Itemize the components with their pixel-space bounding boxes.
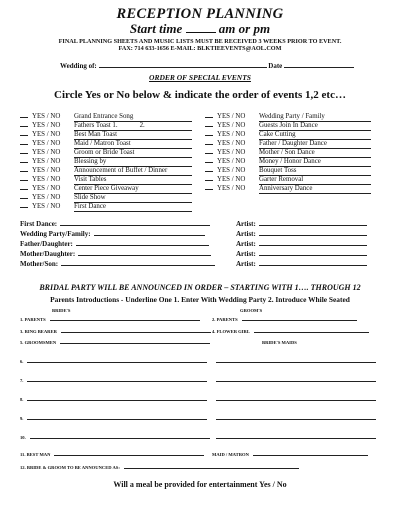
order-number-field[interactable]	[20, 120, 28, 127]
event-row	[205, 111, 371, 120]
dance-label: Mother/Son:	[20, 258, 215, 268]
order-number-field[interactable]	[205, 174, 213, 181]
party-entry-left	[20, 450, 204, 458]
order-number-field[interactable]	[20, 165, 28, 172]
yes-no-option[interactable]: YES / NO	[217, 149, 246, 156]
dance-song-field[interactable]	[78, 248, 211, 256]
event-name: Slide Show	[74, 193, 192, 203]
party-name-field[interactable]	[253, 450, 368, 456]
event-name: Guests Join In Dance	[259, 121, 371, 131]
yes-no-option[interactable]: YES / NO	[32, 149, 61, 156]
artist-label: Artist:	[236, 258, 367, 268]
party-entry-right	[212, 450, 368, 458]
party-entry-left	[20, 463, 299, 471]
party-entry-left	[20, 357, 207, 365]
event-name: Best Man Toast	[74, 130, 192, 140]
party-label: 8.	[20, 397, 24, 402]
party-entry-right	[212, 376, 376, 384]
yes-no-option[interactable]: YES / NO	[217, 158, 246, 165]
party-entry-left	[20, 395, 207, 403]
wedding-of-field[interactable]	[99, 60, 267, 68]
party-label: 7.	[20, 378, 24, 383]
order-number-field[interactable]	[20, 156, 28, 163]
party-name-field[interactable]	[216, 376, 376, 382]
party-entry-right	[212, 357, 376, 365]
yes-no-option[interactable]: YES / NO	[217, 176, 246, 183]
dance-song-field[interactable]	[61, 258, 215, 266]
event-name: Cake Cutting	[259, 130, 371, 140]
party-label: 5. GROOMSMEN	[20, 340, 57, 345]
party-name-field[interactable]	[27, 357, 207, 363]
event-label-second: 2.	[139, 122, 145, 129]
order-number-field[interactable]	[20, 129, 28, 136]
start-time-field[interactable]	[186, 21, 216, 33]
party-entry-left	[20, 376, 207, 384]
event-name: Anniversary Dance	[259, 184, 371, 194]
event-row	[20, 120, 192, 129]
party-entry-left	[20, 327, 211, 335]
yes-no-option[interactable]: YES / NO	[32, 113, 61, 120]
order-number-field[interactable]	[20, 138, 28, 145]
order-number-field[interactable]	[20, 174, 28, 181]
event-row	[205, 165, 371, 174]
contact-note: FAX: 714 633-1656 E-MAIL: BLKTIEEVENTS@AOL.COM	[118, 45, 282, 52]
artist-field[interactable]	[259, 248, 367, 256]
wedding-of-label: Wedding of:	[60, 62, 97, 70]
dance-label: Mother/Daughter:	[20, 248, 211, 258]
yes-no-option[interactable]: YES / NO	[32, 194, 61, 201]
artist-field[interactable]	[259, 258, 367, 266]
party-entry-left	[20, 433, 210, 441]
yes-no-option[interactable]: YES / NO	[32, 176, 61, 183]
event-row	[20, 201, 192, 210]
yes-no-option[interactable]: YES / NO	[32, 140, 61, 147]
party-label: 9.	[20, 416, 24, 421]
party-entry-left	[20, 315, 200, 323]
order-number-field[interactable]	[20, 183, 28, 190]
wedding-of-row	[60, 60, 370, 70]
party-name-field[interactable]	[216, 414, 376, 420]
event-row	[205, 129, 371, 138]
instruction: Circle Yes or No below & indicate the order of events 1,2 etc…	[54, 89, 346, 101]
event-label: Fathers Toast 1.	[74, 122, 118, 129]
yes-no-option[interactable]: YES / NO	[217, 113, 246, 120]
yes-no-option[interactable]: YES / NO	[217, 185, 246, 192]
dance-label: Wedding Party/Family:	[20, 228, 205, 238]
dance-song-field[interactable]	[94, 228, 206, 236]
event-name: Announcement of Buffet / Dinner	[74, 166, 192, 176]
yes-no-option[interactable]: YES / NO	[217, 140, 246, 147]
artist-field[interactable]	[259, 238, 367, 246]
event-row	[20, 156, 192, 165]
event-name: Grand Entrance Song	[74, 112, 192, 122]
event-row	[205, 156, 371, 165]
event-row	[20, 147, 192, 156]
yes-no-option[interactable]: YES / NO	[32, 185, 61, 192]
order-number-field[interactable]	[20, 201, 28, 208]
party-entry-left	[20, 414, 207, 422]
start-time-suffix: am or pm	[218, 21, 271, 36]
event-name: Maid / Matron Toast	[74, 139, 192, 149]
date-field[interactable]	[284, 60, 354, 68]
dance-label: Father/Daughter:	[20, 238, 209, 248]
date-label: Date	[268, 62, 283, 70]
party-name-field[interactable]	[254, 327, 369, 333]
yes-no-option[interactable]: YES / NO	[32, 122, 61, 129]
artist-field[interactable]	[259, 228, 367, 236]
artist-label: Artist:	[236, 238, 367, 248]
order-number-field[interactable]	[20, 111, 28, 118]
event-row	[205, 138, 371, 147]
party-label: 11. BEST MAN	[20, 452, 51, 457]
party-entry-right	[212, 433, 376, 441]
dance-song-field[interactable]	[76, 238, 209, 246]
party-name-field[interactable]	[124, 463, 299, 469]
yes-no-option[interactable]: YES / NO	[32, 167, 61, 174]
event-row	[20, 174, 192, 183]
event-row	[20, 111, 192, 120]
event-row	[20, 138, 192, 147]
party-name-field[interactable]	[27, 414, 207, 420]
party-entry-left	[20, 338, 210, 346]
event-name: Mother / Son Dance	[259, 148, 371, 158]
event-row	[205, 147, 371, 156]
party-name-field[interactable]	[27, 376, 207, 382]
event-name: Garter Removal	[259, 175, 371, 185]
party-name-field[interactable]	[242, 315, 357, 321]
party-name-field[interactable]	[61, 327, 211, 333]
party-name-field[interactable]	[30, 433, 210, 439]
yes-no-option[interactable]: YES / NO	[32, 203, 61, 210]
yes-no-option[interactable]: YES / NO	[32, 158, 61, 165]
event-row	[20, 192, 192, 201]
order-number-field[interactable]	[20, 192, 28, 199]
party-name-field[interactable]	[216, 395, 376, 401]
party-entry-right	[212, 414, 376, 422]
order-heading: ORDER OF SPECIAL EVENTS	[149, 73, 251, 82]
event-row	[20, 183, 192, 192]
events-left-column	[20, 111, 192, 210]
order-number-field[interactable]	[205, 183, 213, 190]
event-name: Visit Tables	[74, 175, 192, 185]
party-entry-right	[212, 315, 357, 323]
party-label: 10.	[20, 435, 26, 440]
party-label: MAID / MATRON	[212, 452, 249, 457]
party-name-field[interactable]	[216, 357, 376, 363]
yes-no-option[interactable]: YES / NO	[32, 131, 61, 138]
party-name-field[interactable]	[54, 450, 204, 456]
dance-song-field[interactable]	[60, 218, 210, 226]
party-entry-right	[262, 338, 301, 346]
artist-label: Artist:	[236, 218, 367, 228]
party-name-field[interactable]	[216, 433, 376, 439]
party-name-field[interactable]	[50, 315, 200, 321]
order-number-field[interactable]	[205, 111, 213, 118]
event-name: Money / Honor Dance	[259, 157, 371, 167]
event-row	[205, 120, 371, 129]
event-name: Father / Daughter Dance	[259, 139, 371, 149]
event-row	[205, 174, 371, 183]
party-label: 1. PARENTS	[20, 317, 46, 322]
event-name: Center Piece Giveaway	[74, 184, 192, 194]
order-number-field[interactable]	[205, 156, 213, 163]
order-number-field[interactable]	[205, 138, 213, 145]
event-row	[20, 165, 192, 174]
party-label: 2. PARENTS	[212, 317, 238, 322]
order-number-field[interactable]	[205, 120, 213, 127]
bridal-heading: BRIDAL PARTY WILL BE ANNOUNCED IN ORDER – STARTING WITH 1…. THROUGH 12	[39, 283, 361, 292]
artist-field[interactable]	[259, 218, 367, 226]
party-name-field[interactable]	[60, 338, 210, 344]
yes-no-option[interactable]: YES / NO	[217, 122, 246, 129]
start-time-row	[0, 21, 400, 37]
order-number-field[interactable]	[20, 147, 28, 154]
order-number-field[interactable]	[205, 147, 213, 154]
party-label: 6.	[20, 359, 24, 364]
event-name: Bouquet Toss	[259, 166, 371, 176]
meal-question: Will a meal be provided for entertainment Yes / No	[113, 480, 287, 489]
event-name: First Dance	[74, 202, 192, 212]
party-entry-right	[212, 327, 369, 335]
order-number-field[interactable]	[205, 165, 213, 172]
party-name-field[interactable]	[27, 395, 207, 401]
party-label: 12. BRIDE & GROOM TO BE ANNOUNCED AS:	[20, 465, 120, 470]
events-right-column	[205, 111, 371, 192]
order-number-field[interactable]	[205, 129, 213, 136]
yes-no-option[interactable]: YES / NO	[217, 131, 246, 138]
deadline-note: FINAL PLANNING SHEETS AND MUSIC LISTS MUST BE RECEIVED 3 WEEKS PRIOR TO EVENT.	[58, 38, 342, 45]
party-label: 3. RING BEARER	[20, 329, 57, 334]
event-row	[205, 183, 371, 192]
parents-intro: Parents Introductions - Underline One 1. Enter With Wedding Party 2. Introduce While Seated	[50, 295, 350, 304]
brides-header: BRIDE'S	[52, 308, 71, 313]
event-name: Blessing by	[74, 157, 192, 167]
event-name: Wedding Party / Family	[259, 112, 371, 122]
event-name: Groom or Bride Toast	[74, 148, 192, 158]
start-time-label: Start time	[129, 21, 183, 36]
page-title: RECEPTION PLANNING	[116, 6, 284, 22]
dance-label: First Dance:	[20, 218, 210, 228]
party-label: BRIDE'S MAIDS	[262, 340, 297, 345]
yes-no-option[interactable]: YES / NO	[217, 167, 246, 174]
artist-label: Artist:	[236, 228, 367, 238]
party-entry-right	[212, 395, 376, 403]
party-label: 4. FLOWER GIRL	[212, 329, 250, 334]
artist-label: Artist:	[236, 248, 367, 258]
event-row	[20, 129, 192, 138]
grooms-header: GROOM'S	[240, 308, 263, 313]
